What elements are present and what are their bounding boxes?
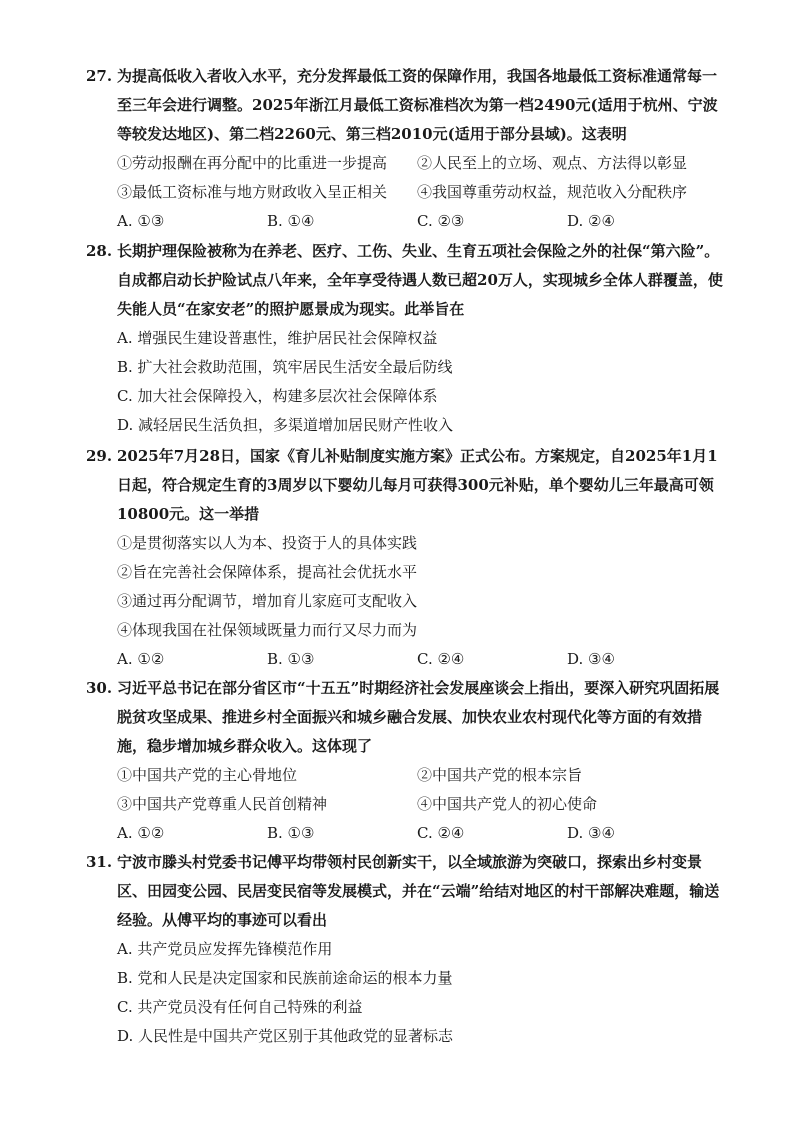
statement-4: ④中国共产党人的初心使命 bbox=[417, 795, 598, 813]
question-30 bbox=[86, 674, 726, 848]
choice-c: C. ②④ bbox=[417, 650, 465, 668]
choice-a: A. ①③ bbox=[117, 212, 165, 230]
statement-row bbox=[86, 149, 726, 178]
statement-row bbox=[86, 761, 726, 790]
statement-1: ①中国共产党的主心骨地位 bbox=[117, 766, 298, 784]
question-27 bbox=[86, 62, 726, 236]
statement-1: ①劳动报酬在再分配中的比重进一步提高 bbox=[117, 154, 388, 172]
choice-a: A. 共产党员应发挥先锋模范作用 bbox=[117, 940, 333, 958]
question-number: 31. bbox=[86, 853, 113, 871]
question-number: 30. bbox=[86, 679, 113, 697]
choice-d: D. ③④ bbox=[567, 650, 615, 668]
choice-row bbox=[86, 645, 726, 674]
statement-row bbox=[86, 790, 726, 819]
question-28 bbox=[86, 237, 726, 440]
choice-b: B. 党和人民是决定国家和民族前途命运的根本力量 bbox=[117, 969, 453, 987]
question-29 bbox=[86, 442, 726, 674]
choice-a: A. ①② bbox=[117, 824, 165, 842]
question-number: 27. bbox=[86, 67, 113, 85]
choice-c: C. 加大社会保障投入，构建多层次社会保障体系 bbox=[117, 387, 438, 405]
stem-text: 长期护理保险被称为在养老、医疗、工伤、失业、生育五项社会保险之外的社保“第六险”。自成都启动长护险试点八年来，全年享受待遇人数已超20万人，实现城乡全体人群覆盖，使失能人员“在家安老”的照护愿景成为现实。此举旨在 bbox=[117, 242, 723, 318]
choice-d: D. ③④ bbox=[567, 824, 615, 842]
statement-2: ②人民至上的立场、观点、方法得以彰显 bbox=[417, 154, 688, 172]
statement-1: ①是贯彻落实以人为本、投资于人的具体实践 bbox=[117, 534, 418, 552]
choice-c: C. ②③ bbox=[417, 212, 465, 230]
stem-text: 2025年7月28日，国家《育儿补贴制度实施方案》正式公布。方案规定，自2025年1月1日起，符合规定生育的3周岁以下婴幼儿每月可获得300元补贴，单个婴幼儿三年最高可领10800元。这一举措 bbox=[117, 447, 718, 523]
statement-2: ②中国共产党的根本宗旨 bbox=[417, 766, 583, 784]
statement-4: ④我国尊重劳动权益，规范收入分配秩序 bbox=[417, 183, 688, 201]
statement-row bbox=[86, 178, 726, 207]
choice-b: B. ①③ bbox=[267, 824, 315, 842]
statement-4: ④体现我国在社保领域既量力而行又尽力而为 bbox=[117, 621, 418, 639]
choice-row bbox=[86, 207, 726, 236]
question-stem bbox=[86, 237, 726, 324]
question-stem bbox=[86, 442, 726, 529]
choice-b: B. ①③ bbox=[267, 650, 315, 668]
statement-3: ③中国共产党尊重人民首创精神 bbox=[117, 795, 328, 813]
choice-d: D. 减轻居民生活负担，多渠道增加居民财产性收入 bbox=[117, 416, 454, 434]
choice-a: A. 增强民生建设普惠性，维护居民社会保障权益 bbox=[117, 329, 438, 347]
question-31 bbox=[86, 848, 726, 1051]
choice-b: B. ①④ bbox=[267, 212, 315, 230]
stem-text: 为提高低收入者收入水平，充分发挥最低工资的保障作用，我国各地最低工资标准通常每一至三年会进行调整。2025年浙江月最低工资标准档次为第一档2490元(适用于杭州、宁波等较发达地区)、第二档2260元、第三档2010元(适用于部分县域)。这表明 bbox=[117, 67, 718, 143]
choice-a: A. ①② bbox=[117, 650, 165, 668]
question-stem bbox=[86, 848, 726, 935]
question-number: 29. bbox=[86, 447, 113, 465]
question-stem bbox=[86, 62, 726, 149]
stem-text: 习近平总书记在部分省区市“十五五”时期经济社会发展座谈会上指出，要深入研究巩固拓展脱贫攻坚成果、推进乡村全面振兴和城乡融合发展、加快农业农村现代化等方面的有效措施，稳步增加城乡群众收入。这体现了 bbox=[117, 679, 720, 755]
question-stem bbox=[86, 674, 726, 761]
choice-b: B. 扩大社会救助范围，筑牢居民生活安全最后防线 bbox=[117, 358, 453, 376]
choice-c: C. ②④ bbox=[417, 824, 465, 842]
choice-c: C. 共产党员没有任何自己特殊的利益 bbox=[117, 998, 363, 1016]
choice-row bbox=[86, 819, 726, 848]
stem-text: 宁波市滕头村党委书记傅平均带领村民创新实干，以全域旅游为突破口，探索出乡村变景区、田园变公园、民居变民宿等发展模式，并在“云端”给结对地区的村干部解决难题，输送经验。从傅平均的事迹可以看出 bbox=[117, 853, 720, 929]
question-number: 28. bbox=[86, 242, 113, 260]
statement-3: ③最低工资标准与地方财政收入呈正相关 bbox=[117, 183, 388, 201]
choice-d: D. 人民性是中国共产党区别于其他政党的显著标志 bbox=[117, 1027, 454, 1045]
choice-d: D. ②④ bbox=[567, 212, 615, 230]
statement-2: ②旨在完善社会保障体系，提高社会优抚水平 bbox=[117, 563, 418, 581]
statement-3: ③通过再分配调节，增加育儿家庭可支配收入 bbox=[117, 592, 418, 610]
